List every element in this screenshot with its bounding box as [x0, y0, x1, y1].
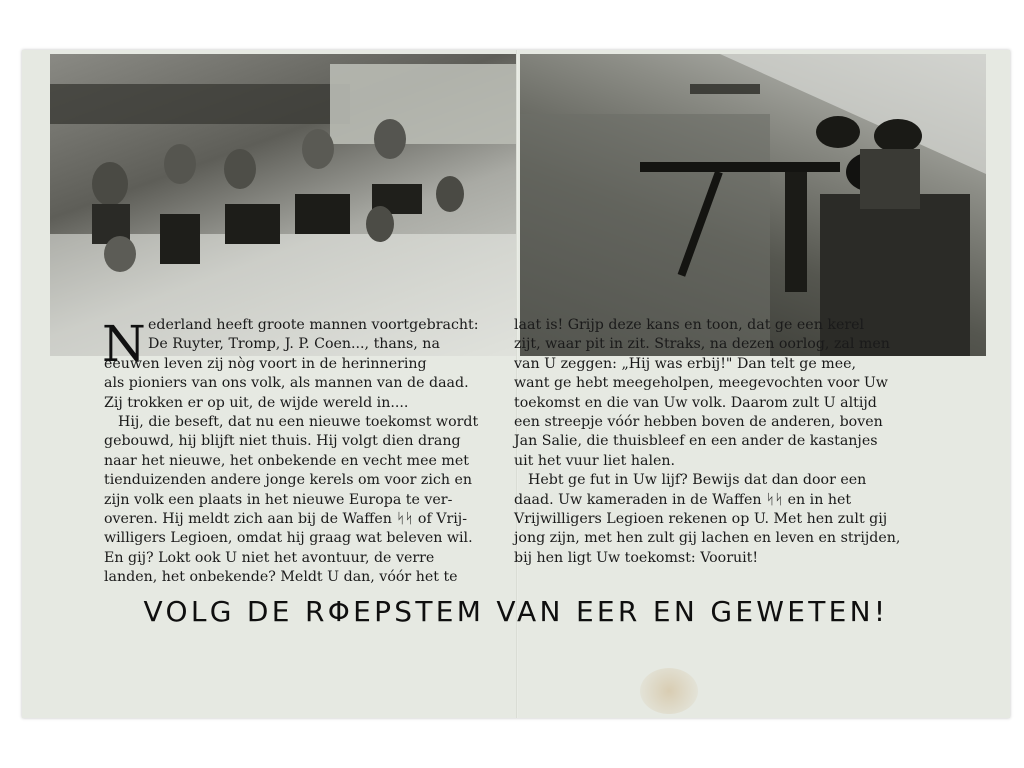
text-line: Hebt ge fut in Uw lijf? Bewijs dat dan door een — [528, 472, 867, 489]
text-line: naar het nieuwe, het onbekende en vecht mee met — [104, 452, 469, 469]
text-line: De Ruyter, Tromp, J. P. Coen..., thans, na — [148, 336, 440, 353]
text-line: overen. Hij meldt zich aan bij de Waffen ᛋᛋ of Vrij- — [104, 511, 467, 528]
soldiers-machine-gun-icon — [520, 54, 986, 356]
text-line: landen, het onbekende? Meldt U dan, vóór het te — [104, 569, 458, 586]
text-line: zijt, waar pit in zit. Straks, na dezen oorlog, zal men — [514, 336, 890, 353]
text-line: eeuwen leven zij nòg voort in de herinnering — [104, 355, 427, 372]
text-line: Zij trokken er op uit, de wijde wereld in.... — [104, 394, 409, 411]
drop-cap: N — [102, 315, 146, 373]
text-line: tienduizenden andere jonge kerels om voor zich en — [104, 472, 473, 489]
text-line: Jan Salie, die thuisbleef en een ander de kastanjes — [514, 433, 878, 450]
text-line: een streepje vóór hebben boven de anderen, boven — [514, 414, 883, 431]
text-line: toekomst en die van Uw volk. Daarom zult U altijd — [514, 394, 877, 411]
text-line: bij hen ligt Uw toekomst: Vooruit! — [514, 549, 759, 566]
text-line: uit het vuur liet halen. — [514, 452, 676, 469]
swimmers-in-river-icon — [50, 54, 516, 356]
left-text-column — [104, 316, 484, 588]
text-line: gebouwd, hij blijft niet thuis. Hij volgt dien drang — [104, 433, 461, 450]
text-line: laat is! Grijp deze kans en toon, dat ge een kerel — [514, 317, 865, 333]
text-line: daad. Uw kameraden in de Waffen ᛋᛋ en in het — [514, 491, 852, 508]
text-line: En gij? Lokt ook U niet het avontuur, de verre — [104, 549, 435, 566]
text-line: zijn volk een plaats in het nieuwe Europa te ver- — [104, 491, 453, 508]
photo-swimmers — [50, 54, 516, 356]
text-line: als pioniers van ons volk, als mannen van de daad. — [104, 375, 469, 392]
text-line: ederland heeft groote mannen voortgebracht: — [148, 317, 479, 333]
right-text-column — [514, 316, 904, 568]
slogan-banner: VOLG DE RΦEPSTEM VAN EER EN GEWETEN! — [143, 595, 889, 628]
text-line: van U zeggen: „Hij was erbij!" Dan telt ge mee, — [514, 355, 857, 372]
text-line: willigers Legioen, omdat hij graag wat beleven wil. — [104, 530, 473, 547]
text-line: jong zijn, met hen zult gij lachen en leven en strijden, — [514, 530, 901, 547]
paper-stain — [640, 668, 698, 714]
photo-soldiers — [520, 54, 986, 356]
text-line: want ge hebt meegeholpen, meegevochten voor Uw — [514, 375, 888, 392]
text-line: Hij, die beseft, dat nu een nieuwe toekomst wordt — [118, 414, 479, 431]
text-line: Vrijwilligers Legioen rekenen op U. Met hen zult gij — [514, 511, 888, 528]
